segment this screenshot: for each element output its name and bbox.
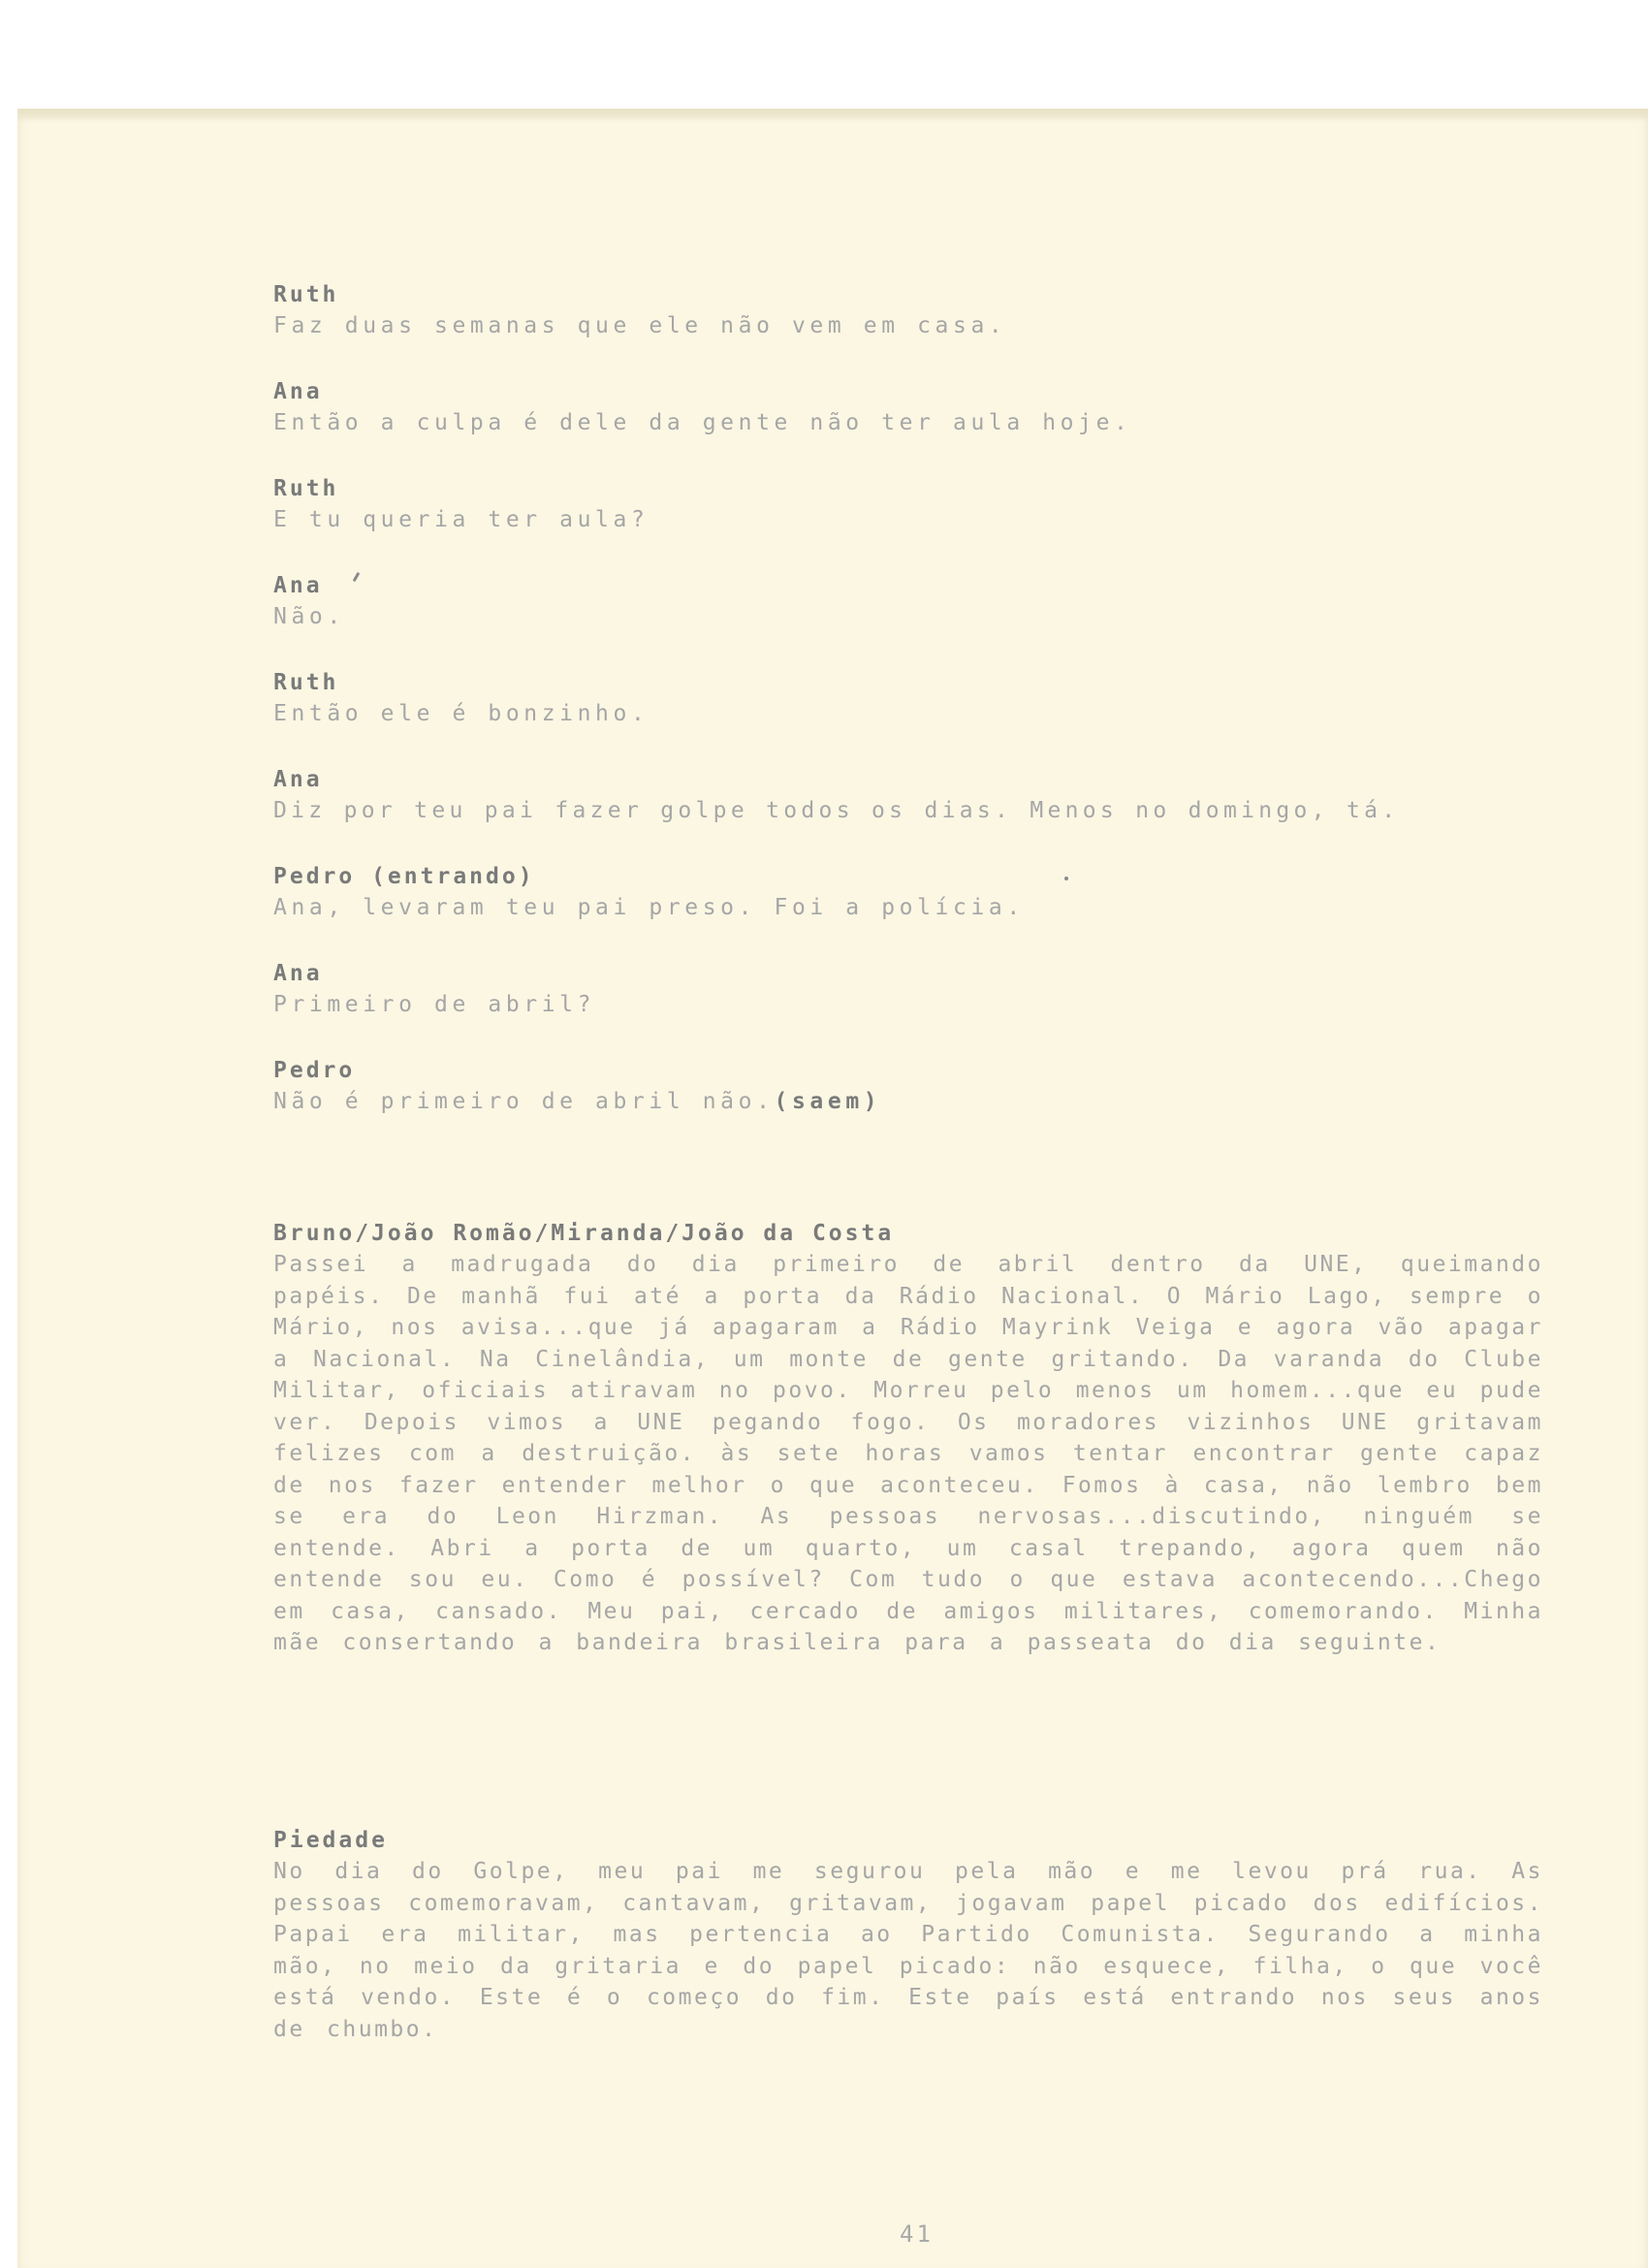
dialogue-line: Ana, levaram teu pai preso. Foi a polícia. [273,895,1025,920]
speaker-name: Ana [273,573,323,598]
speaker-name: Ruth [273,670,339,695]
dialogue-line: Então ele é bonzinho. [273,701,650,726]
speaker-name: Ana [273,767,323,792]
dialogue-entry [273,570,345,632]
monologue-text: Passei a madrugada do dia primeiro de abril dentro da UNE, queimando papéis. De manhã fui até a porta da Rádio Nacional. O Mário Lago, sempre o Mário, nos avisa...que já apagaram a Rádio Mayrink Veiga e agora vão apagar a Nacional. Na Cinelândia, um monte de gente gritando. Da varanda do Clube Militar, oficiais atiravam no povo. Morreu pelo menos um homem...que eu pude ver. Depois vimos a UNE pegando fogo. Os moradores vizinhos UNE gritavam felizes com a destruição. às sete horas vamos tentar encontrar gente capaz de nos fazer entender melhor o que aconteceu. Fomos à casa, não lembro bem se era do Leon Hirzman. As pessoas nervosas...discutindo, ninguém se entende. Abri a porta de um quarto, um casal trepando, agora quem não entende sou eu. Como é possível? Com tudo o que estava acontecendo...Chego em casa, cansado. Meu pai, cercado de amigos militares, comemorando. Minha mãe consertando a bandeira brasileira para a passeata do dia seguinte. [273,1252,1543,1655]
dialogue-entry [273,958,595,1020]
dialogue-line: Primeiro de abril? [273,992,596,1017]
dialogue-entry [273,764,1399,826]
speaker-name: Ana [273,379,323,404]
paper-sheet [17,109,1648,2268]
monologue-text: No dia do Golpe, meu pai me segurou pela mão e me levou prá rua. As pessoas comemoravam, cantavam, gritavam, jogavam papel picado dos edifícios. Papai era militar, mas pertencia ao Partido Comunista. Segurando a minha mão, no meio da gritaria e do papel picado: não esquece, filha, o que você está vendo. Este é o começo do fim. Este país está entrando nos seus anos de chumbo. [273,1859,1543,2042]
stage-direction: (saem) [774,1089,882,1114]
dialogue-line: Então a culpa é dele da gente não ter aula hoje. [273,410,1132,435]
ink-speck [1064,877,1068,880]
dialogue-line: Não. [273,604,345,629]
dialogue-text: Não é primeiro de abril não. [273,1089,775,1114]
dialogue-entry [273,473,649,535]
speaker-name: Ruth [273,282,339,307]
speaker-name: Pedro [273,1058,356,1083]
speaker-name: Ana [273,961,323,986]
dialogue-line [273,1086,881,1117]
dialogue-line: Faz duas semanas que ele não vem em casa. [273,313,1007,338]
dialogue-line: E tu queria ter aula? [273,507,650,532]
speaker-name: Bruno/João Romão/Miranda/João da Costa [273,1221,895,1246]
dialogue-entry [273,861,1025,923]
monologue-block [273,1825,1543,2045]
page-number: 41 [900,2220,934,2248]
speaker-name: Pedro (entrando) [273,864,535,889]
dialogue-entry [273,667,649,729]
monologue-block [273,1218,1543,1659]
dialogue-entry [273,1055,881,1117]
speaker-name: Piedade [273,1828,388,1853]
speaker-name: Ruth [273,476,339,501]
ink-mark [353,572,361,582]
dialogue-line: Diz por teu pai fazer golpe todos os dias. Menos no domingo, tá. [273,798,1400,823]
dialogue-entry [273,279,1006,341]
dialogue-entry [273,376,1131,438]
